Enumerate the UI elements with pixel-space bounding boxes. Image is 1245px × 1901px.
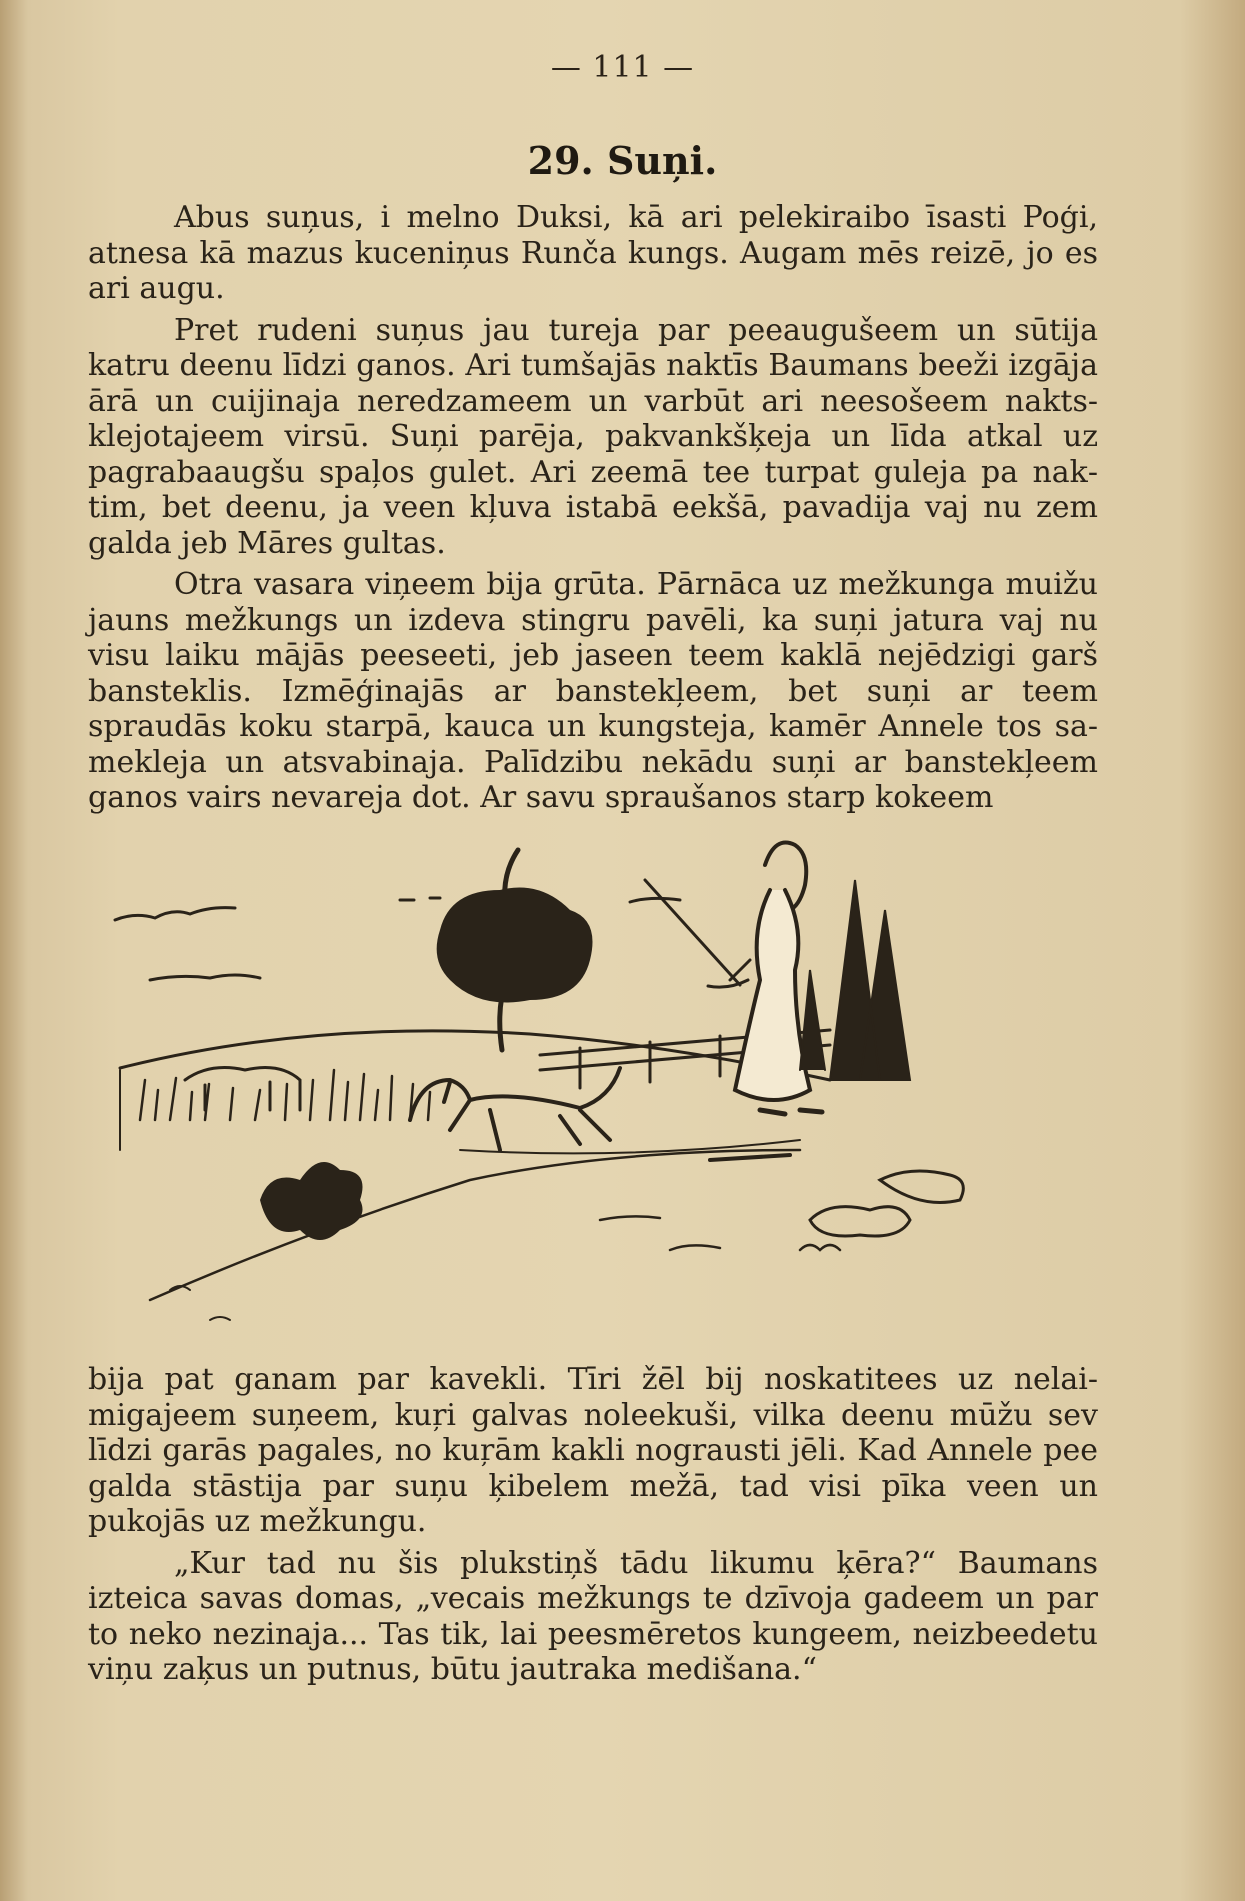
- paragraph: Abus suņus, i melno Duksi, kā ari pelekiraibo īsasti Poģi, atnesa kā mazus kuceniņus Runča kungs. Augam mēs reizē, jo es ari augu.: [88, 200, 1098, 306]
- page-number: — 111 —: [550, 50, 695, 85]
- paragraph: Otra vasara viņeem bija grūta. Pārnāca uz mežkunga muižu jauns mežkungs un izdeva stingru pavēli, ka suņi jatura vaj nu visu laiku mājās peeseeti, jeb jaseen teem kaklā nejēdzigi garš bansteklis. Izmēģinajās ar banstekļeem, bet suņi ar teem spraudās koku starpā, kauca un kungsteja, kamēr Annele tos samekleja un atsvabinaja. Palīdzibu nekādu suņi ar banstekļeem ganos vairs nevareja dot. Ar savu spraušanos starp kokeem: [88, 567, 1098, 815]
- text-block-top: [88, 200, 1098, 822]
- drawing-shepherd-and-dog: [110, 820, 1070, 1350]
- paragraph: bija pat ganam par kavekli. Tīri žēl bij noskatitees uz nelaimigajeem suņeem, kuŗi galvas noleekuši, vilka deenu mūžu sev līdzi garās pagales, no kuŗām kakli nograusti jēli. Kad Annele pee galda stāstija par suņu ķibelem mežā, tad visi pīka veen un pukojās uz mežkungu.: [88, 1362, 1098, 1539]
- chapter-title: 29. Suņi.: [527, 138, 718, 183]
- text-block-bottom: [88, 1362, 1098, 1694]
- paragraph: „Kur tad nu šis plukstiņš tādu likumu ķēra?“ Baumans izteica savas domas, „vecais mežkungs te dzīvoja gadeem un par to neko nezinaja... Tas tik, lai peesmēretos kungeem, neizbeedetu viņu zaķus un putnus, būtu jautraka medišana.“: [88, 1545, 1098, 1687]
- illustration: [110, 820, 1070, 1350]
- paragraph: Pret rudeni suņus jau tureja par peeaugušeem un sūtija katru deenu līdzi ganos. Ari tumšajās naktīs Baumans beeži izgāja ārā un cuijinaja neredzameem un varbūt ari neesošeem naktsklejotajeem virsū. Suņi parēja, pakvankšķeja un līda atkal uz pagrabaaugšu spaļos gulet. Ari zeemā tee turpat guleja pa naktim, bet deenu, ja veen kļuva istabā eekšā, pavadija vaj nu zem galda jeb Māres gultas.: [88, 312, 1098, 561]
